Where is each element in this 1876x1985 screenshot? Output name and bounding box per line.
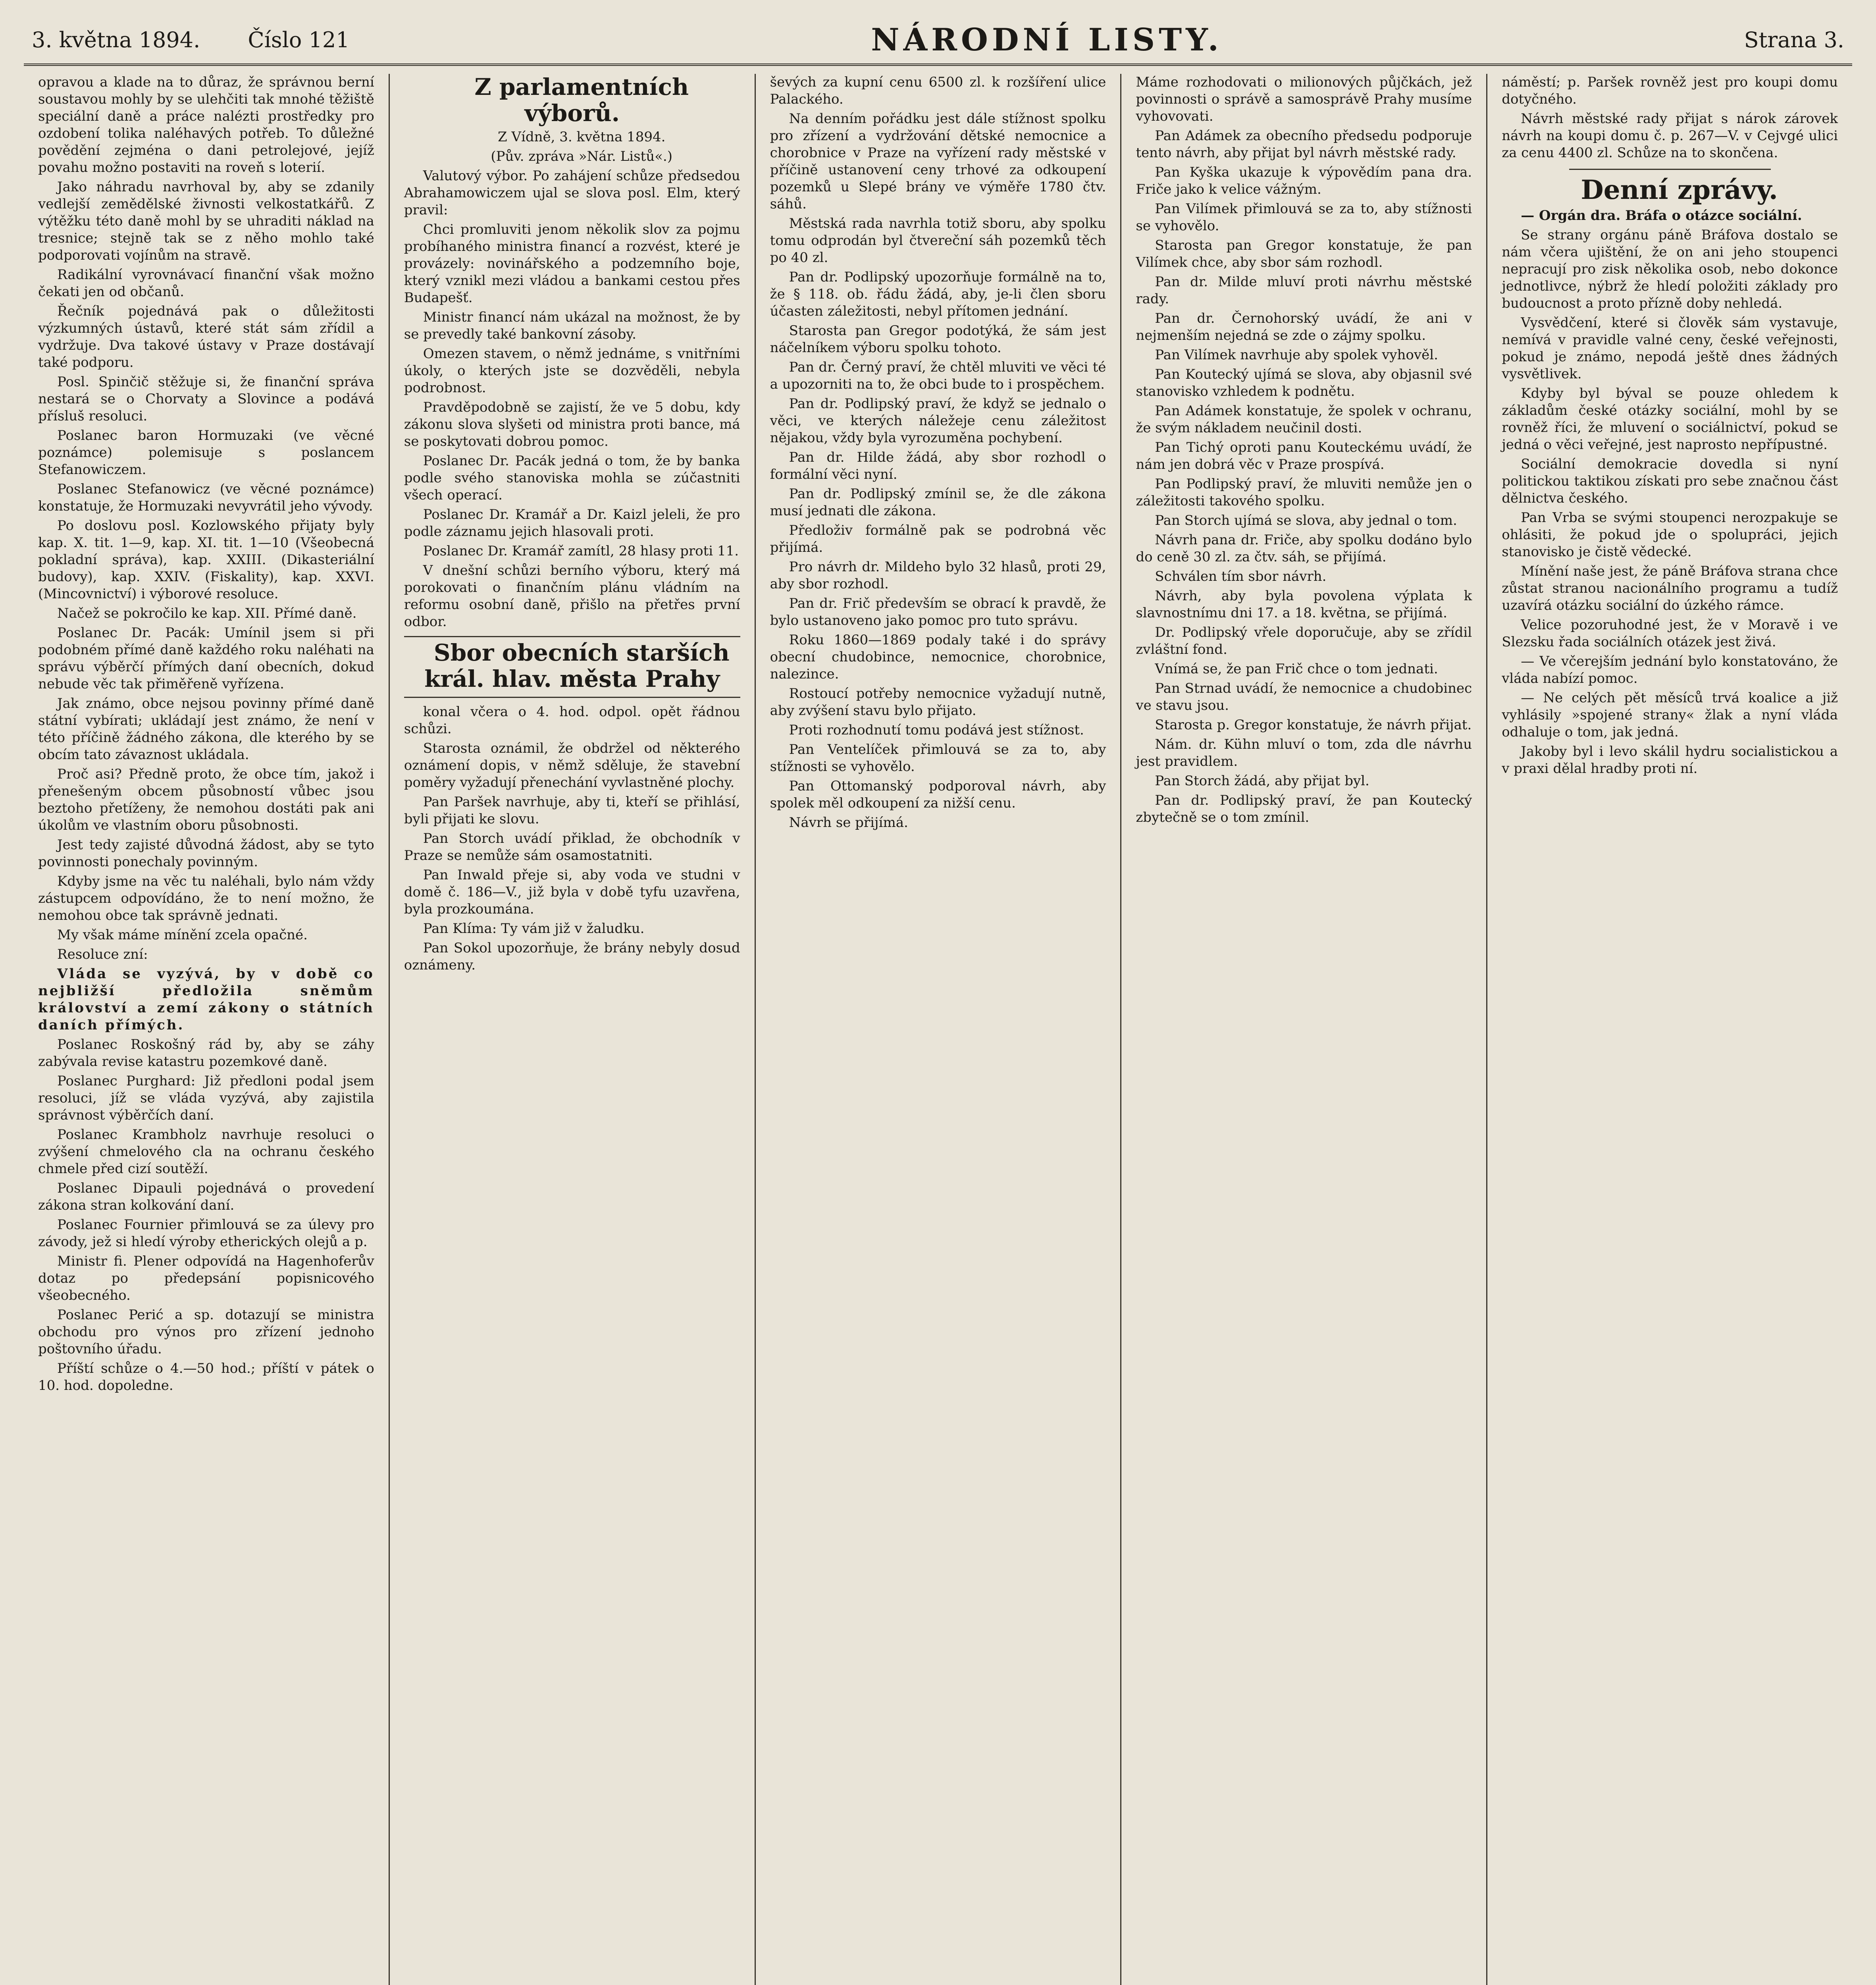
- paragraph: Pan Sokol upozorňuje, že brány nebyly dosud oznámeny.: [404, 940, 740, 973]
- resolution-text: Vláda se vyzývá, by v době co nejbližší předložila sněmům království a zemí zákony o státních daních přímých.: [38, 966, 374, 1033]
- paragraph: Velice pozoruhodné jest, že v Moravě i ve Slezsku řada sociálních otázek jest živá.: [1502, 617, 1838, 650]
- issue-number: Číslo 121: [248, 27, 350, 52]
- dateline: Z Vídně, 3. května 1894.: [497, 129, 666, 145]
- paragraph: Rostoucí potřeby nemocnice vyžadují nutně, aby zvýšení stavu bylo přijato.: [770, 686, 1106, 719]
- section-title: Denní zprávy.: [1581, 174, 1778, 205]
- paragraph: Jak známo, obce nejsou povinny přímé daně státní vybírati; ukládají jest známo, že není v této příčině žádného zákona, dle kterého by se obcím tato závaznost ukládala.: [38, 696, 374, 763]
- paragraph: Pan Inwald přeje si, aby voda ve studni v domě č. 186—V., již byla v době tyfu uzavřena, byla prozkoumána.: [404, 867, 740, 917]
- paragraph: Nám. dr. Kühn mluví o tom, zda dle návrhu jest pravidlem.: [1136, 736, 1472, 769]
- paragraph: Poslanec Dr. Pacák: Umínil jsem si při podobném přímé daně každého roku naléhati na správu výběrčí přímých daní obecních, dokud nebude věc tak přiměřeně vyřízena.: [38, 625, 374, 692]
- paragraph: ševých za kupní cenu 6500 zl. k rozšíření ulice Palackého.: [770, 74, 1106, 107]
- paragraph: náměstí; p. Paršek rovněž jest pro koupi domu dotyčného.: [1502, 74, 1838, 107]
- paragraph: — Ne celých pět měsíců trvá koalice a již vyhlásily »spojené strany« žlak a nyní vláda odhaluje o tom, jak jedná.: [1502, 690, 1838, 740]
- column-3: [756, 74, 1122, 1985]
- paragraph: Valutový výbor. Po zahájení schůze předsedou Abrahamowiczem ujal se slova posl. Elm, který pravil:: [404, 168, 740, 218]
- paragraph: Po doslovu posl. Kozlowského přijaty byly kap. X. tit. 1—9, kap. XI. tit. 1—10 (Všeobecná pokladní správa), kap. XXIII. (Dikasteriální budovy), kap. XXIV. (Fiskality), kap. XXVI. (Mincovnictví) i výborové resoluce.: [38, 518, 374, 602]
- column-2: [390, 74, 756, 1985]
- paragraph: Proti rozhodnutí tomu podává jest stížnost.: [789, 722, 1084, 738]
- paragraph: Na denním pořádku jest dále stížnost spolku pro zřízení a vydržování dětské nemocnice a chorobnice v Praze na vyřízení rady městské v příčině ustanovení ceny trhové za odkoupení pozemků u Slepé brány ve výměře 1780 čtv. sáhů.: [770, 111, 1106, 212]
- paragraph: Pan Vilímek přimlouvá se za to, aby stížnosti se vyhovělo.: [1136, 201, 1472, 234]
- paragraph: Návrh, aby byla povolena výplata k slavnostnímu dni 17. a 18. května, se přijímá.: [1136, 588, 1472, 621]
- paragraph: Pan dr. Frič především se obrací k pravdě, že bylo ustanoveno jako pomoc pro tuto správu.: [770, 596, 1106, 628]
- article-headline: Z parlamentních výborů.: [474, 74, 689, 127]
- paragraph: Pan Vilímek navrhuje aby spolek vyhověl.: [1155, 347, 1438, 363]
- paragraph: Návrh pana dr. Friče, aby spolku dodáno bylo do ceně 30 zl. za čtv. sáh, se přijímá.: [1136, 532, 1472, 565]
- paragraph: Omezen stavem, o němž jednáme, s vnitřními úkoly, o kterých jste se dozvěděli, nebyla podrobnost.: [404, 346, 740, 396]
- paragraph: Pan dr. Černý praví, že chtěl mluviti ve věci té a upozorniti na to, že obci bude to i prospěchem.: [770, 359, 1106, 392]
- paragraph: Proč asi? Předně proto, že obce tím, jakož i přenešeným obcem působností vůbec jsou beztoho přetíženy, že nemohou dostáti pak ani úkolům ve vlastním oboru působnosti.: [38, 766, 374, 833]
- paragraph: Pan Storch ujímá se slova, aby jednal o tom.: [1155, 513, 1457, 528]
- paragraph: Poslanec Fournier přimlouvá se za úlevy pro závody, jež si hledí výroby etherických olejů a p.: [38, 1217, 374, 1250]
- paragraph: Roku 1860—1869 podaly také i do správy obecní chudobince, nemocnice, chorobnice, nalezince.: [770, 632, 1106, 682]
- paragraph: V dnešní schůzi berního výboru, který má porokovati o finančním plánu vládním na reformu osobní daně, přišlo na přetřes první odbor.: [404, 563, 740, 630]
- paragraph: Pan dr. Milde mluví proti návrhu městské rady.: [1136, 274, 1472, 307]
- paragraph: Resoluce zní:: [57, 946, 148, 962]
- paragraph: Pan dr. Podlipský upozorňuje formálně na to, že § 118. ob. řádu žádá, aby, je-li člen sboru účasten záležitosti, nebyl přítomen jednání.: [770, 269, 1106, 319]
- paragraph: Předloživ formálně pak se podrobná věc přijímá.: [770, 522, 1106, 555]
- paragraph: Pan Strnad uvádí, že nemocnice a chudobinec ve stavu jsou.: [1136, 680, 1472, 713]
- masthead: [24, 16, 1852, 66]
- paragraph: Starosta pan Gregor podotýká, že sám jest náčelníkem výboru spolku tohoto.: [770, 323, 1106, 356]
- paragraph: Pan dr. Podlipský zmínil se, že dle zákona musí jednati dle zákona.: [770, 486, 1106, 519]
- paragraph: Poslanec baron Hormuzaki (ve věcné poznámce) polemisuje s poslancem Stefanowiczem.: [38, 428, 374, 478]
- paragraph: Ministr financí nám ukázal na možnost, že by se prevedly také bankovní zásoby.: [404, 309, 740, 342]
- paragraph: Poslanec Roskošný rád by, aby se záhy zabývala revise katastru pozemkové daně.: [38, 1037, 374, 1070]
- paragraph: Se strany orgánu páně Bráfova dostalo se nám včera ujištění, že on ani jeho stoupenci nepracují pro zisk několika osob, nebo dokonce jednotlivce, nýbrž že hledí položiti základy pro budoucnost a proto přízně doby nehledá.: [1502, 227, 1838, 311]
- paragraph: Pan Vrba se svými stoupenci nerozpakuje se ohlásiti, že pokud jde o spolupráci, jejich stanovisko je čistě vědecké.: [1502, 510, 1838, 560]
- paragraph: Příští schůze o 4.—50 hod.; příští v pátek o 10. hod. dopoledne.: [38, 1361, 374, 1393]
- paragraph: Dr. Podlipský vřele doporučuje, aby se zřídil zvláštní fond.: [1136, 624, 1472, 657]
- paragraph: Máme rozhodovati o milionových půjčkách, jež povinnosti o správě a samosprávě Prahy musíme vyhovovati.: [1136, 74, 1472, 124]
- paragraph: Městská rada navrhla totiž sboru, aby spolku tomu odprodán byl čtvereční sáh pozemků těch po 40 zl.: [770, 216, 1106, 266]
- paragraph: Řečník pojednává pak o důležitosti výzkumných ústavů, které stát sám zřídil a vydržuje. Dva takové ústavy v Praze dostávají také podporu.: [38, 303, 374, 370]
- newspaper-title: NÁRODNÍ LISTY.: [871, 21, 1223, 58]
- paragraph: Načež se pokročilo ke kap. XII. Přímé daně.: [57, 605, 357, 621]
- paragraph: Návrh se přijímá.: [789, 815, 908, 831]
- article-columns: [24, 74, 1852, 1985]
- paragraph: Vnímá se, že pan Frič chce o tom jednati.: [1155, 661, 1438, 677]
- paragraph: Pan Paršek navrhuje, aby ti, kteří se přihlásí, byli přijati ke slovu.: [404, 794, 740, 827]
- paragraph: Kdyby byl býval se pouze ohledem k základům české otázky sociální, mohl by se rovněž říci, že mluvení o sociálnictví, pokud se jedná o věci veřejné, jest naprosto nepřípustné.: [1502, 385, 1838, 453]
- paragraph: Jakoby byl i levo skálil hydru socialistickou a v praxi dělal hradby proti ní.: [1502, 744, 1838, 777]
- news-item-heading: — Orgán dra. Bráfa o otázce sociální.: [1521, 208, 1802, 224]
- column-4: [1121, 74, 1487, 1985]
- paragraph: Poslanec Perić a sp. dotazují se ministra obchodu pro výnos pro zřízení jednoho poštovního úřadu.: [38, 1307, 374, 1357]
- paragraph: Poslanec Krambholz navrhuje resoluci o zvýšení chmelového cla na ochranu českého chmele před cizí soutěží.: [38, 1127, 374, 1177]
- paragraph: Jest tedy zajisté důvodná žádost, aby se tyto povinnosti ponechaly povinným.: [38, 837, 374, 870]
- section-box: [404, 636, 740, 698]
- paragraph: Schválen tím sbor návrh.: [1155, 569, 1327, 584]
- paragraph: Pan Storch žádá, aby přijat byl.: [1155, 773, 1369, 789]
- column-5: [1487, 74, 1852, 1985]
- paragraph: Mínění naše jest, že páně Bráfova strana chce zůstat stranou nacionálního programu a tudíž uzavírá otázku sociální do úzkého rámce.: [1502, 563, 1838, 613]
- paragraph: Pravděpodobně se zajistí, že ve 5 dobu, kdy zákonu slova slyšeti od ministra proti bance, má se poskytovati dobrou pomoc.: [404, 399, 740, 449]
- paragraph: Pan Storch uvádí přiklad, že obchodník v Praze se nemůže sám osamostatniti.: [404, 831, 740, 863]
- paragraph: Pan Tichý oproti panu Kouteckému uvádí, že nám jen dobrá věc v Praze prospívá.: [1136, 439, 1472, 472]
- paragraph: Pan dr. Hilde žádá, aby sbor rozhodl o formální věci nyní.: [770, 449, 1106, 482]
- page-number: Strana 3.: [1744, 27, 1844, 52]
- paragraph: Návrh městské rady přijat s nárok zárovek návrh na koupi domu č. p. 267—V. v Cejvgé ulici za cenu 4400 zl. Schůze na to skončena.: [1502, 111, 1838, 161]
- paragraph: konal včera o 4. hod. odpol. opět řádnou schůzi.: [404, 704, 740, 737]
- column-1: [24, 74, 390, 1985]
- paragraph: Poslanec Dipauli pojednává o provedení zákona stran kolkování daní.: [38, 1180, 374, 1213]
- paragraph: Poslanec Dr. Kramář a Dr. Kaizl jeleli, že pro podle záznamu jejich hlasovali proti.: [404, 507, 740, 540]
- paragraph: Chci promluviti jenom několik slov za pojmu probíhaného ministra financí a rozvést, které je provázely: novinářského a podzemního boje, který vznikl mezi vládou a bankami cestou přes Budapešť.: [404, 222, 740, 306]
- paragraph: Poslanec Purghard: Již předloni podal jsem resoluci, jíž se vláda vyzývá, aby zajistila správnost výběrčích daní.: [38, 1073, 374, 1123]
- paragraph: Pro návrh dr. Mildeho bylo 32 hlasů, proti 29, aby sbor rozhodl.: [770, 559, 1106, 592]
- paragraph: Starosta oznámil, že obdržel od některého oznámení dopis, v němž sděluje, že stavební poměry vyžadují přenechání vyvlastněné plochy.: [404, 740, 740, 790]
- paragraph: Jako náhradu navrhoval by, aby se zdanily vedlejší zemědělské živnosti velkostatkářů. Z výtěžku této daně mohl by se uhraditi náklad na tresnice; stejně tak se z něho mohlo také podporovati vojínům na stravě.: [38, 179, 374, 263]
- paragraph: Pan Podlipský praví, že mluviti nemůže jen o záležitosti takového spolku.: [1136, 476, 1472, 509]
- section-headline: Sbor obecních starších král. hlav. města Prahy: [424, 639, 730, 692]
- paragraph: Pan Ventelíček přimlouvá se za to, aby stížnosti se vyhovělo.: [770, 742, 1106, 775]
- paragraph: Pan Kyška ukazuje k výpovědím pana dra. Friče jako k velice vážným.: [1136, 164, 1472, 197]
- masthead-left: [32, 27, 350, 52]
- paragraph: Ministr fi. Plener odpovídá na Hagenhoferův dotaz po předepsání popisnicového všeobecného.: [38, 1253, 374, 1303]
- paragraph: Poslanec Dr. Kramář zamítl, 28 hlasy proti 11.: [423, 543, 739, 559]
- paragraph: Pan Koutecký ujímá se slova, aby objasnil své stanovisko vzhledem k podnětu.: [1136, 366, 1472, 399]
- paragraph: Radikální vyrovnávací finanční však možno čekati jen od občanů.: [38, 267, 374, 300]
- paragraph: My však máme mínění zcela opačné.: [57, 927, 308, 943]
- paragraph: Vysvědčení, které si člověk sám vystavuje, nemívá v pravidle valné ceny, české veřejnosti, pokud je známo, nepodá ještě dnes žádných vysvětlivek.: [1502, 315, 1838, 382]
- paragraph: Posl. Spinčič stěžuje si, že finanční správa nestará se o Chorvaty a Slovince a podává přísluš resoluci.: [38, 374, 374, 424]
- paragraph: Pan Klíma: Ty vám již v žaludku.: [423, 921, 645, 937]
- paragraph: Pan dr. Podlipský praví, že pan Koutecký zbytečně se o tom zmínil.: [1136, 792, 1472, 825]
- paragraph: Poslanec Dr. Pacák jedná o tom, že by banka podle svého stanoviska mohla se zúčastniti všech operací.: [404, 453, 740, 503]
- paragraph: Pan dr. Černohorský uvádí, že ani v nejmenším nejedná se zde o zájmy spolku.: [1136, 310, 1472, 343]
- paragraph: Poslanec Stefanowicz (ve věcné poznámce) konstatuje, že Hormuzaki nevyvrátil jeho vývody.: [38, 481, 374, 514]
- paragraph: Pan dr. Podlipský praví, že když se jednalo o věci, ve kterých náležeje cenu záležitost nějakou, vždy byla vyrozuměna pochybení.: [770, 396, 1106, 446]
- paragraph: — Ve včerejším jednání bylo konstatováno, že vláda nabízí pomoc.: [1502, 653, 1838, 686]
- paragraph: Starosta p. Gregor konstatuje, že návrh přijat.: [1155, 717, 1472, 733]
- issue-date: 3. května 1894.: [32, 27, 200, 52]
- paragraph: opravou a klade na to důraz, že správnou berní soustavou mohly by se ulehčiti tak mnohé těžiště speciální daně a práce nalézti prostředky pro ozdobení tolika naléhavých potřeb. To důležné povědění zejména o dani petrolejové, jejíž povahu možno postaviti na roveň s loterií.: [38, 74, 374, 175]
- paragraph: Pan Ottomanský podporoval návrh, aby spolek měl odkoupení za nižší cenu.: [770, 778, 1106, 811]
- source-note: (Pův. zpráva »Nár. Listů«.): [491, 148, 672, 164]
- paragraph: Pan Adámek konstatuje, že spolek v ochranu, že svým nákladem neučinil dosti.: [1136, 403, 1472, 436]
- paragraph: Sociální demokracie dovedla si nyní politickou taktikou získati pro sebe značnou část dělnictva českého.: [1502, 456, 1838, 506]
- paragraph: Pan Adámek za obecního předsedu podporuje tento návrh, aby přijat byl návrh městské rady.: [1136, 128, 1472, 161]
- section-divider: [1569, 169, 1771, 170]
- paragraph: Starosta pan Gregor konstatuje, že pan Vilímek chce, aby sbor sám rozhodl.: [1136, 237, 1472, 270]
- paragraph: Kdyby jsme na věc tu naléhali, bylo nám vždy zástupcem odpovídáno, že to není možno, že nemohou obce tak správně jednati.: [38, 873, 374, 923]
